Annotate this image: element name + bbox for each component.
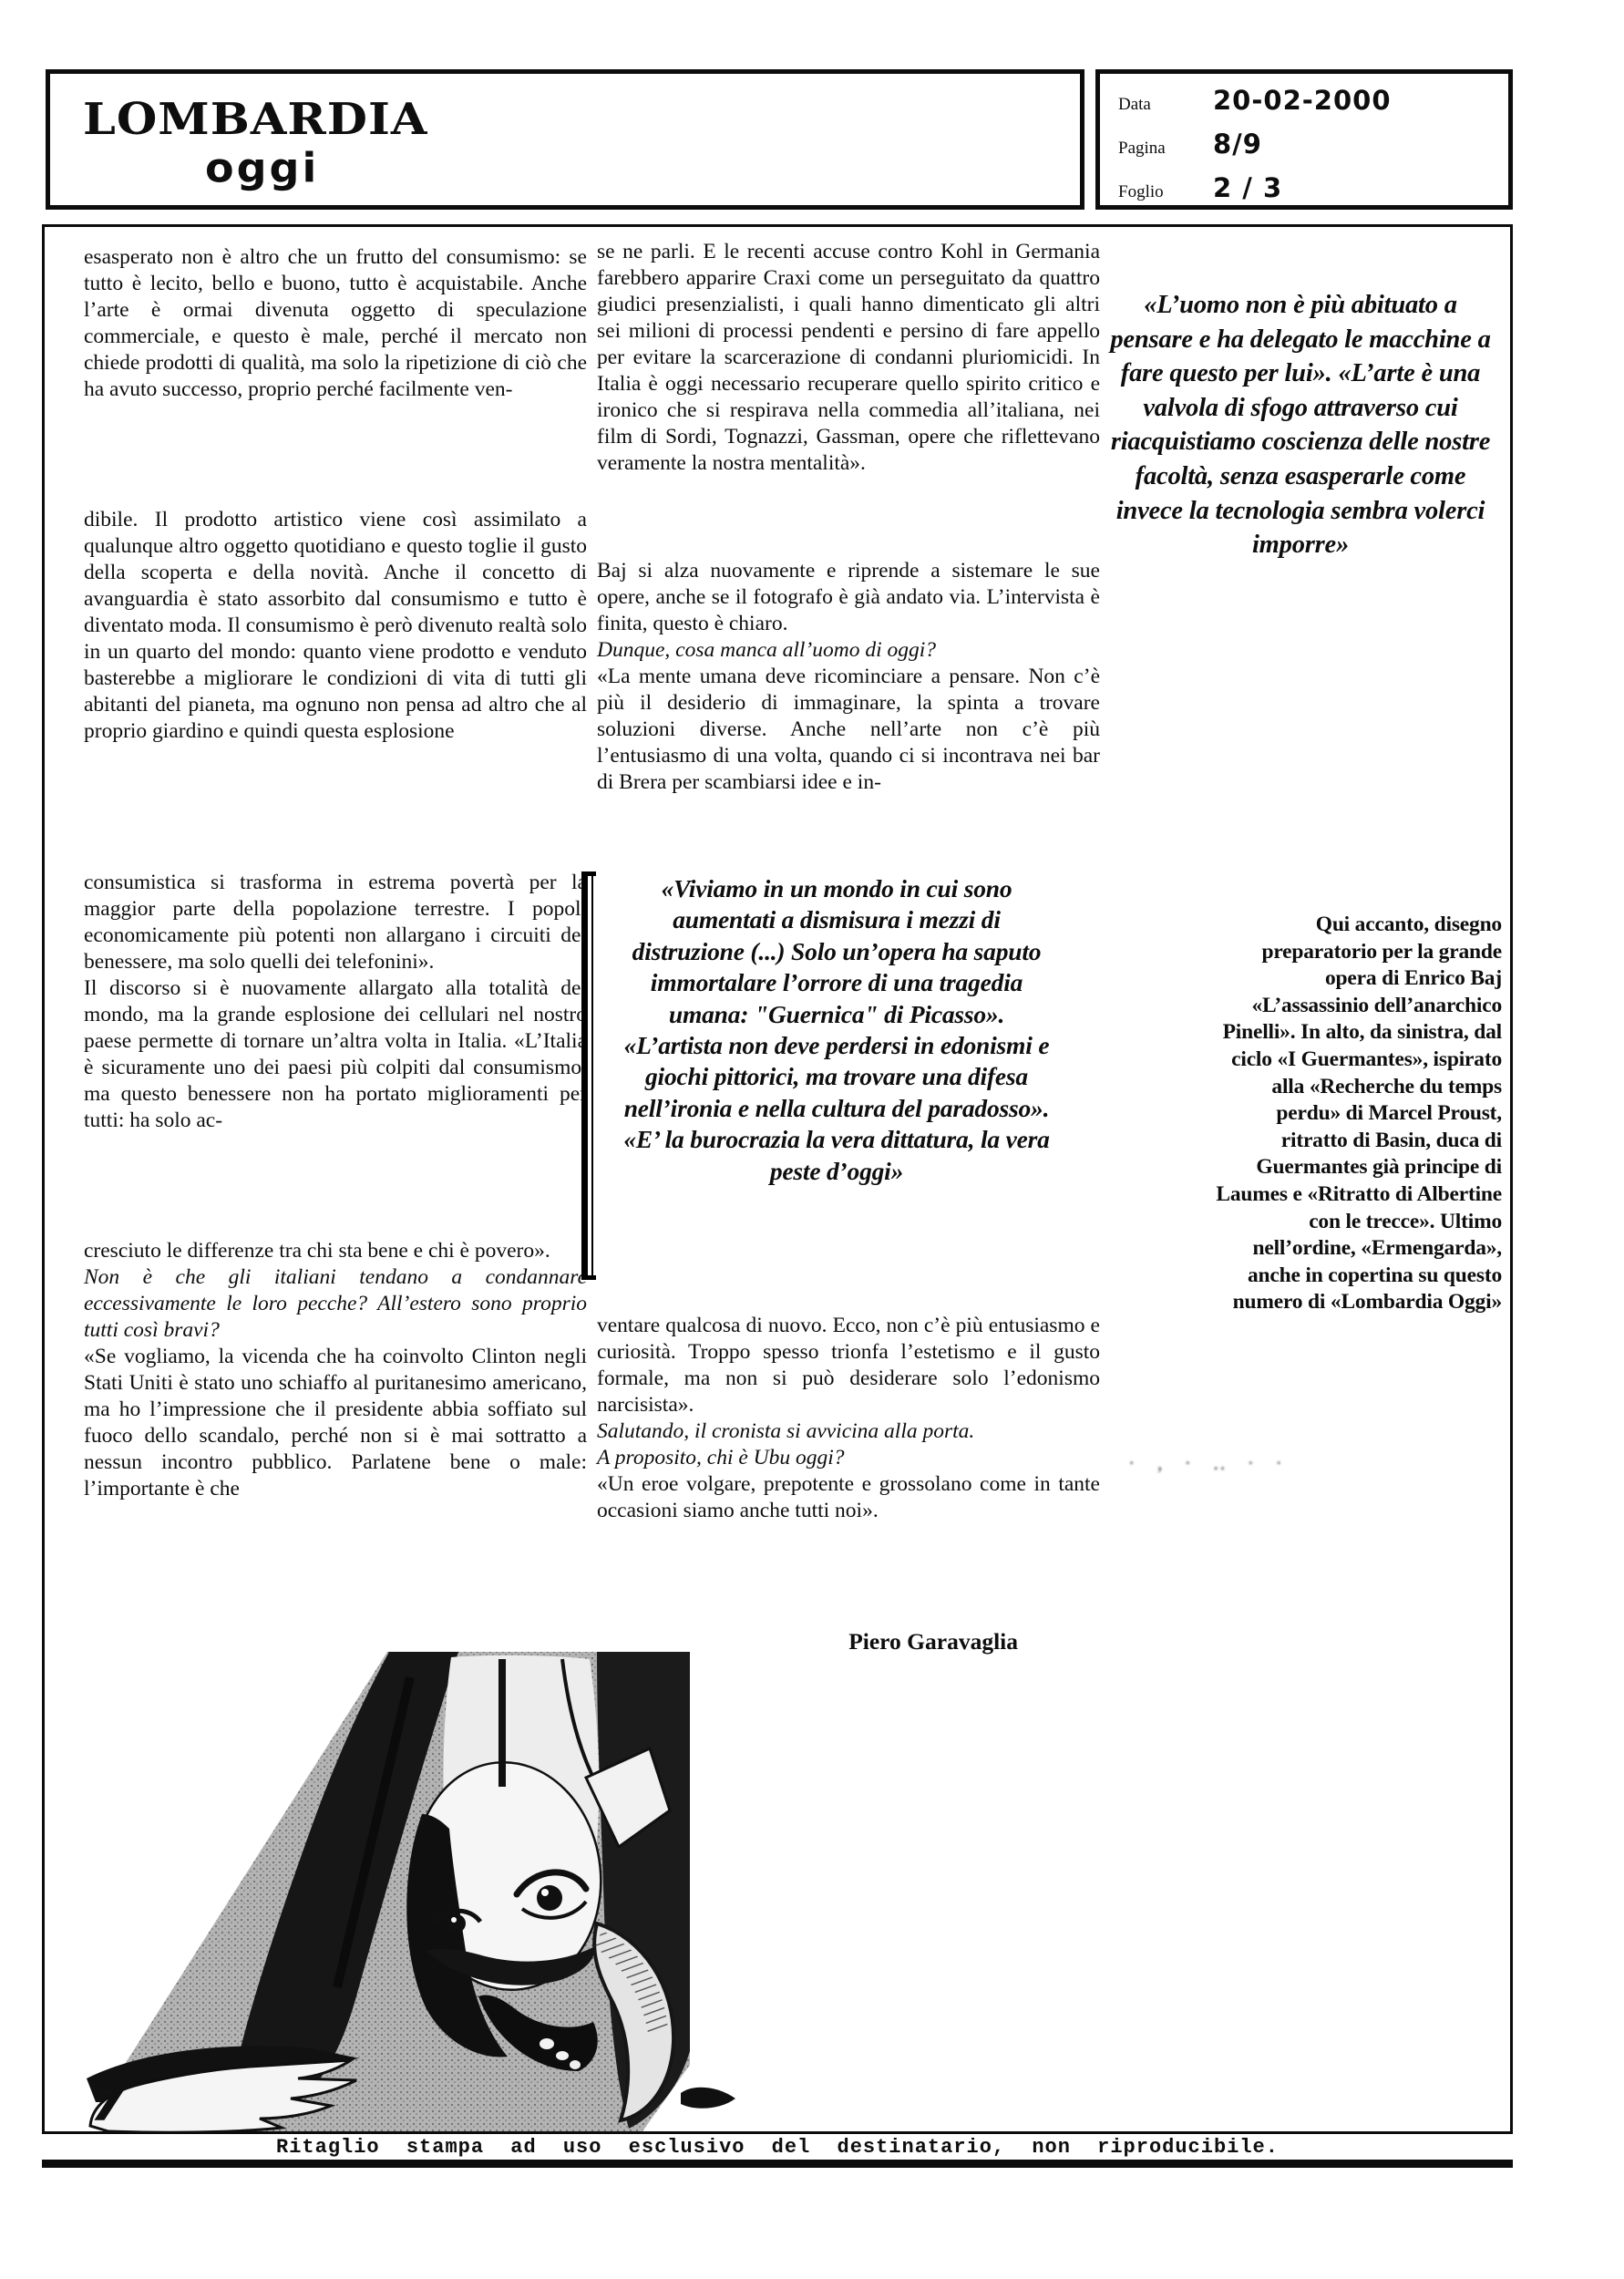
middle-column-paragraph-3 (597, 1313, 1100, 1524)
tooth (540, 2038, 554, 2049)
meta-value-foglio: 2 / 3 (1213, 172, 1283, 203)
clipping-meta-box (1095, 69, 1513, 210)
paragraph: se ne parli. E le recenti accuse contro Kohl in Germania farebbero apparire Craxi come un perseguitato da quattro giudici presenzialisti, i quali hanno dimenticato gli altri sei milioni di processi pendenti e persino di fare appello per evitare la scarcerazione di condanni pluriomicidi. In Italia è oggi necessario recuperare quello spirito critico e ironico che si respirava nella commedia all’italiana, nei film di Sordi, Tognazzi, Gassman, opere che riflettevano veramente la nostra mentalità». (597, 240, 1100, 475)
tooth (570, 2060, 581, 2069)
right-rule (1510, 224, 1513, 2131)
footer-strip (42, 2131, 1513, 2168)
eye-highlight (541, 1889, 549, 1896)
masthead-box (46, 69, 1084, 210)
eye-pupil-large (537, 1885, 562, 1911)
eye-pupil-small (447, 1914, 466, 1933)
meta-row-foglio (1118, 172, 1282, 203)
pull-quote-block (581, 868, 1084, 1285)
tooth (556, 2051, 569, 2060)
meta-row-data (1118, 85, 1392, 116)
paragraph: «La mente umana deve ricominciare a pensare. Non c’è più il desiderio di immaginare, la spinta a trovare soluzioni diverse. Anche nell’arte non c’è più l’entusiasmo di una volta, quando ci si incontrava nei bar di Brera per scambiarsi idee e in- (597, 665, 1100, 794)
paragraph: consumistica si trasforma in estrema povertà per la maggior parte della popolazione terrestre. I popoli economicamente più potenti non allargano i circuiti del benessere, ma solo quelli dei telefonini». (84, 871, 587, 974)
left-column-paragraph-2 (84, 507, 587, 745)
paragraph: Il discorso si è nuovamente allargato alla totalità del mondo, ma la grande esplosione dei cellulari nel nostro paese permette di tornare un’altra volta in Italia. «L’Italia è sicuramente uno dei paesi più colpiti dal consumismo, ma questo benessere non ha portato miglioramenti per tutti: ha solo ac- (84, 976, 587, 1132)
masthead-oggi: oggi (205, 144, 320, 191)
meta-value-data: 20-02-2000 (1213, 85, 1392, 116)
paragraph: cresciuto le differenze tra chi sta bene e chi è povero». (84, 1239, 550, 1263)
top-rule (42, 224, 1513, 227)
paragraph: «Se vogliamo, la vicenda che ha coinvolto Clinton negli Stati Uniti è stato uno schiaffo al puritanesimo americano, ma ho l’impressione che il presidente abbia soffiato sul fuoco dello scandalo, perché non si è mai sottratto a nessun incontro pubblico. Parlatene bene o male: l’importante è che (84, 1345, 587, 1500)
pull-quote-text: «Viviamo in un mondo in cui sono aumentati a dismisura i mezzi di distruzione (...) Solo un’opera ha saputo immortalare l’orrore di una tragedia umana: "Guernica" di Picasso». «L’artista non deve perdersi in edonismi e giochi pittorici, ma trovare una difesa nell’ironia e nella cultura del paradosso». «E’ la burocrazia la vera dittatura, la vera peste d’oggi» (623, 874, 1050, 1185)
interview-question: Dunque, cosa manca all’uomo di oggi? (597, 638, 937, 662)
meta-value-pagina: 8/9 (1213, 129, 1262, 160)
corner-squiggle (681, 2088, 735, 2109)
meta-row-pagina (1118, 129, 1262, 160)
sidebar-quote: «L’uomo non è più abituato a pensare e ha delegato le macchine a fare questo per lui». «L’arte è una valvola di sfogo attraverso cui riacquistiamo coscienza delle nostre facoltà, senza esasperarle come invece la tecnologia sembra volerci imporre» (1110, 291, 1491, 560)
figure-digit: 7 (90, 2071, 128, 2131)
footer-disclaimer: Ritaglio stampa ad uso esclusivo del destinatario, non riproducibile. (276, 2135, 1279, 2159)
meta-label-pagina: Pagina (1118, 139, 1166, 158)
byline: Piero Garavaglia (848, 1628, 1018, 1655)
meta-label-foglio: Foglio (1118, 182, 1164, 201)
stage-direction: Salutando, il cronista si avvicina alla porta. (597, 1419, 975, 1443)
baj-drawing-illustration (87, 1650, 743, 2131)
left-rule (42, 224, 45, 2131)
paragraph: esasperato non è altro che un frutto del consumismo: se tutto è lecito, bello e buono, tutto è acquistabile. Anche l’arte è ormai divenuta oggetto di speculazione commerciale, e questo è male, perché il mercato non chiede prodotti di qualità, ma solo la ripetizione di ciò che ha avuto successo, proprio perché facilmente ven- (84, 245, 587, 401)
interview-question: A proposito, chi è Ubu oggi? (597, 1446, 845, 1469)
left-column-paragraph-3 (84, 870, 587, 1134)
left-column-paragraph-4 (84, 1238, 587, 1502)
left-column-paragraph-1 (84, 244, 587, 403)
interview-question: Non è che gli italiani tendano a condannare eccessivamente le loro pecche? All’estero sono proprio tutti così bravi? (84, 1265, 587, 1342)
eye-highlight-small (451, 1917, 457, 1923)
paragraph: ventare qualcosa di nuovo. Ecco, non c’è più entusiasmo e curiosità. Troppo spesso trionfa l’estetismo e il gusto formale, ma non si può desiderare solo l’edonismo narcisista». (597, 1314, 1100, 1417)
paragraph: Baj si alza nuovamente e riprende a sistemare le sue opere, anche se il fotografo è già andato via. L’intervista è finita, questo è chiaro. (597, 559, 1100, 635)
photo-caption: Qui accanto, disegno preparatorio per la grande opera di Enrico Baj «L’assassinio dell’anarchico Pinelli». In alto, da sinistra, dal ciclo «I Guermantes», ispirato alla «Recherche du temps perdu» di Marcel Proust, ritratto di Basin, duca di Guermantes già principe di Laumes e «Ritratto di Albertine con le trecce». Ultimo nell’ordine, «Ermengarda», anche in copertina su questo numero di «Lombardia Oggi» (1216, 913, 1502, 1315)
masthead-lombardia: LOMBARDIA (83, 93, 428, 146)
pull-quote-bracket (581, 871, 596, 1280)
hair-part-line (499, 1659, 506, 1787)
paragraph: «Un eroe volgare, prepotente e grossolano come in tante occasioni siamo anche tutti noi». (597, 1472, 1100, 1522)
meta-label-data: Data (1118, 95, 1151, 114)
caption-smudge: · ‚ · ‥ · · (1128, 1451, 1290, 1474)
middle-column-paragraph-2 (597, 558, 1100, 796)
paragraph: dibile. Il prodotto artistico viene così assimilato a qualunque altro oggetto quotidiano e questo toglie il gusto della scoperta e della novità. Anche il concetto di avanguardia è stato assorbito dal consumismo e tutto è diventato moda. Il consumismo è però divenuto realtà solo in un quarto del mondo: quanto viene prodotto e venduto basterebbe a migliorare le condizioni di vita di tutti gli abitanti del pianeta, ma ognuno non pensa ad altro che al proprio giardino e quindi questa esplosione (84, 508, 587, 743)
middle-column-paragraph-1 (597, 239, 1100, 477)
